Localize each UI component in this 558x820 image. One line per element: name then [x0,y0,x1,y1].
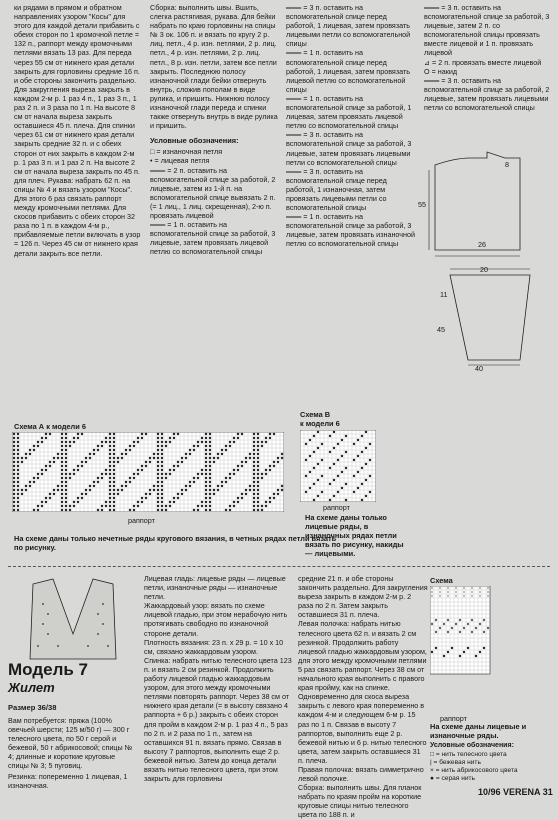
front-back-pattern-diagram [425,150,550,260]
size-label: Размер 36/38 [8,703,57,712]
text-col-4: ═══ = 3 п. оставить на вспомогательной спице за работой, 3 лицевые, затем 2 п. со вспомогательной спицы провязать вместе лицевой и 1 п. провязать лицевой ⊿ = 2 п. провязать вместе лицевой О = накид ═══ = 3 п. оставить на вспомогательной спице за работой, 2 лицевые, затем провязать лицевыми петли со вспомогательной спицы [424,3,550,113]
model-title: Модель 7 [8,660,88,679]
sleeve-pattern-diagram [420,265,550,375]
bottom-scheme-rapport: раппорт [440,714,467,723]
dim-45: 45 [437,325,445,334]
scheme-a-chart [12,432,284,512]
dim-26: 26 [478,240,486,249]
text-col-2 [150,3,278,256]
dim-11: 11 [440,290,448,299]
bottom-legend-title: Условные обозначения: [430,742,514,749]
scheme-a-rapport: раппорт [128,516,155,525]
legend-text: □ = изнаночная петля • = лицевая петля ═══ = 2 п. оставить на вспомогательной спице за работой, 2 лицевые, затем из 1-й п. на вспомогательной спице вывязать 2 п. (= 1 лиц., 1 лиц. скрещенная), 2-ю п. провязать лицевой ═══ = 1 п. оставить на вспомогательной спице за работой, 3 лицевые, затем провязать лицевой петлю со вспомогательной спицы [150,147,276,257]
page-footer: 10/96 VERENA 31 [478,787,553,797]
text-col-1: ки рядами в прямом и обратном направлениях узором "Косы" для этого для каждой детали прибавить с обеих сторон по 1 кромочной петле = 132 п., раппорт между кромочными петлями вязать 13 раз. Для переда через 55 см от нижнего края детали закрыть для горловины средние 16 п. и обе стороны закончить раздельно. Для закругления выреза закрыть в каждом 2-м р. 1 раз 4 п., 1 раз 3 п., 1 раз 2 п. и 3 раза по 1 п. На высоте 8 см от начала выреза закрыть оставшиеся 45 п. плеча. Для спинки через 61 см от нижнего края детали закрыть средние 32 п. и с обеих сторон от них закрыть в каждом 2-м р. 1 раз 3 п. и 1 раз 2 п. На высоте 2 см от начала выреза закрыть по 45 п. для плеч. Рукава: набрать 62 п. на спицы № 4 и вязать узором "Косы". Для этого 6 раз связать раппорт между кромочными петлями. Для скосов прибавить с обеих сторон 32 раза по 1 п. в каждом 4-м р., прибавляемые петли включать в узор = 126 п. Через 45 см от нижнего края детали закрыть все петли. [14,3,141,258]
scheme-a-caption: На схеме даны только нечетные ряды кругового вязания, в четных рядах петли вязать по рисунку. [14,534,337,552]
legend-title: Условные обозначения: [150,136,239,146]
scheme-b-caption: На схеме даны только лицевые ряды, в изнаночных рядах петли вязать по рисунку, накиды — лицевыми. [305,513,404,558]
scheme-b-title: Схема В к модели 6 [300,410,340,428]
bottom-legend: □ = нить телесного цвета | = бежевая нить × = нить абрикосового цвета ● = серая нить [430,751,518,782]
materials-text: Вам потребуется: пряжа (100% овечьей шерсти; 125 м/50 г) — 300 г телесного цвета, по 50 г серой и бежевой, 50 г абрикосовой; спицы № 4; длинные и короткие круговые спицы № 3; 5 пуговиц. [8,716,133,771]
model-subtitle: Жилет [8,680,55,695]
section-divider [8,566,550,567]
assembly-text: Сборка: выполнить швы. Вшить, слегка растягивая, рукава. Для бейки набрать по краю горловины на спицы № 3 ок. 106 п. и вязать по кругу 2 р. лиц. петл., 4 р. изн. петлями, 2 р. лиц. петл., 4 р. изн. петлями, 2 р. лиц. петл., 8 р. изн. петли, затем все петли закрыть. Последнюю полосу изнаночной глади бейки отвернуть внутрь, сложив пополам в виде рулика, и пришить. Нижнюю полосу изнаночной глади переда и спинки также отвернуть внутрь в виде рулика и пришить. [150,3,278,131]
text-col-3: ═══ = 3 п. оставить на вспомогательной спице перед работой, 1 лицевая, затем провязать лицевыми петли со вспомогательной спицы ═══ = 1 п. оставить на вспомогательной спице перед работой, 1 лицевая, затем провязать лицевой петлю со вспомогательной спицы ═══ = 1 п. оставить на вспомогательной спице за работой, 1 лицевая, затем провязать лицевой петлю со вспомогательной спицы ═══ = 3 п. оставить на вспомогательной спице за работой, 3 лицевые, затем провязать лицевыми петли со вспомогательной спицы ═══ = 3 п. оставить на вспомогательной спице перед работой, 1 изнаночная, затем провязать лицевыми петли со вспомогательной спицы ═══ = 1 п. оставить на вспомогательной спице за работой, 3 лицевые, затем провязать изнаночной петлю со вспомогательной спицы [286,3,415,249]
scheme-b-chart [300,430,376,502]
scheme-a-title: Схема А к модели 6 [14,422,86,431]
dim-8: 8 [505,160,509,169]
bottom-text-col-2: Лицевая гладь: лицевые ряды — лицевые петли, изнаночные ряды — изнаночные петли. Жаккардовый узор: вязать по схеме лицевой гладью, при этом нерабочую нить протягивать свободно по изнаночной стороне детали. Плотность вязания: 23 п. x 29 р. = 10 x 10 см, связано жаккардовым узором. Спинка: набрать нитью телесного цвета 123 п. и вязать 2 см резинкой. Продолжить работу лицевой гладью жаккардовым узором, для этого между кромочными петлями повторять раппорт. Через 38 см от нижнего края детали (= в высоту связано 4 раппорта + 6 р.) закрыть с обеих сторон для пройм в каждом 2-м р. 1 раз 4 п., 5 раз по 2 п. и 2 раза по 1 п., затем на оставшихся 91 п. вязать прямо. Связав в высоту 7 раппортов, выполнить еще 2 р. бежевой нитью. Затем до конца детали вязать нитью телесного цвета, при этом закрыть для горловины [144,574,292,784]
dim-40: 40 [475,364,483,373]
dim-20: 20 [480,265,488,274]
bottom-text-col-3: средние 21 п. и обе стороны закончить раздельно. Для закругления выреза закрыть в каждом 2-м р. 2 раза по 2 п. Затем закрыть оставшиеся 31 п. плеча. Левая полочка: набрать нитью телесного цвета 62 п. и вязать 2 см резинкой. Продолжить работу лицевой гладью жаккардовым узором, для этого между кромочными петлями 5 раз связать раппорт. Через 38 см от начального края выполнить с правого края пройму, как на спинке. Одновременно для скоса выреза закрыть с левого края попеременно в каждом 4-м и следующем 6-м р. 15 раз по 1 п. Связав в высоту 7 раппортов, выполнить еще 2 р. бежевой нитью и 6 р. нитью телесного цвета, затем закрыть оставшиеся 31 п. плеча. Правая полочка: вязать симметрично левой полочке. Сборка: выполнить швы. Для планок набрать по краям пройм на короткие круговые спицы нитью телесного цвета по 188 п. и [298,574,428,820]
bottom-scheme-title: Схема [430,576,453,585]
rib-text: Резинка: попеременно 1 лицевая, 1 изнаночная. [8,772,128,791]
scheme-b-rapport: раппорт [323,503,350,512]
bottom-scheme-chart [430,586,520,716]
dim-55: 55 [418,200,426,209]
vest-illustration [18,574,128,664]
bottom-scheme-caption: На схеме даны лицевые и изнаночные ряды. [430,722,527,740]
